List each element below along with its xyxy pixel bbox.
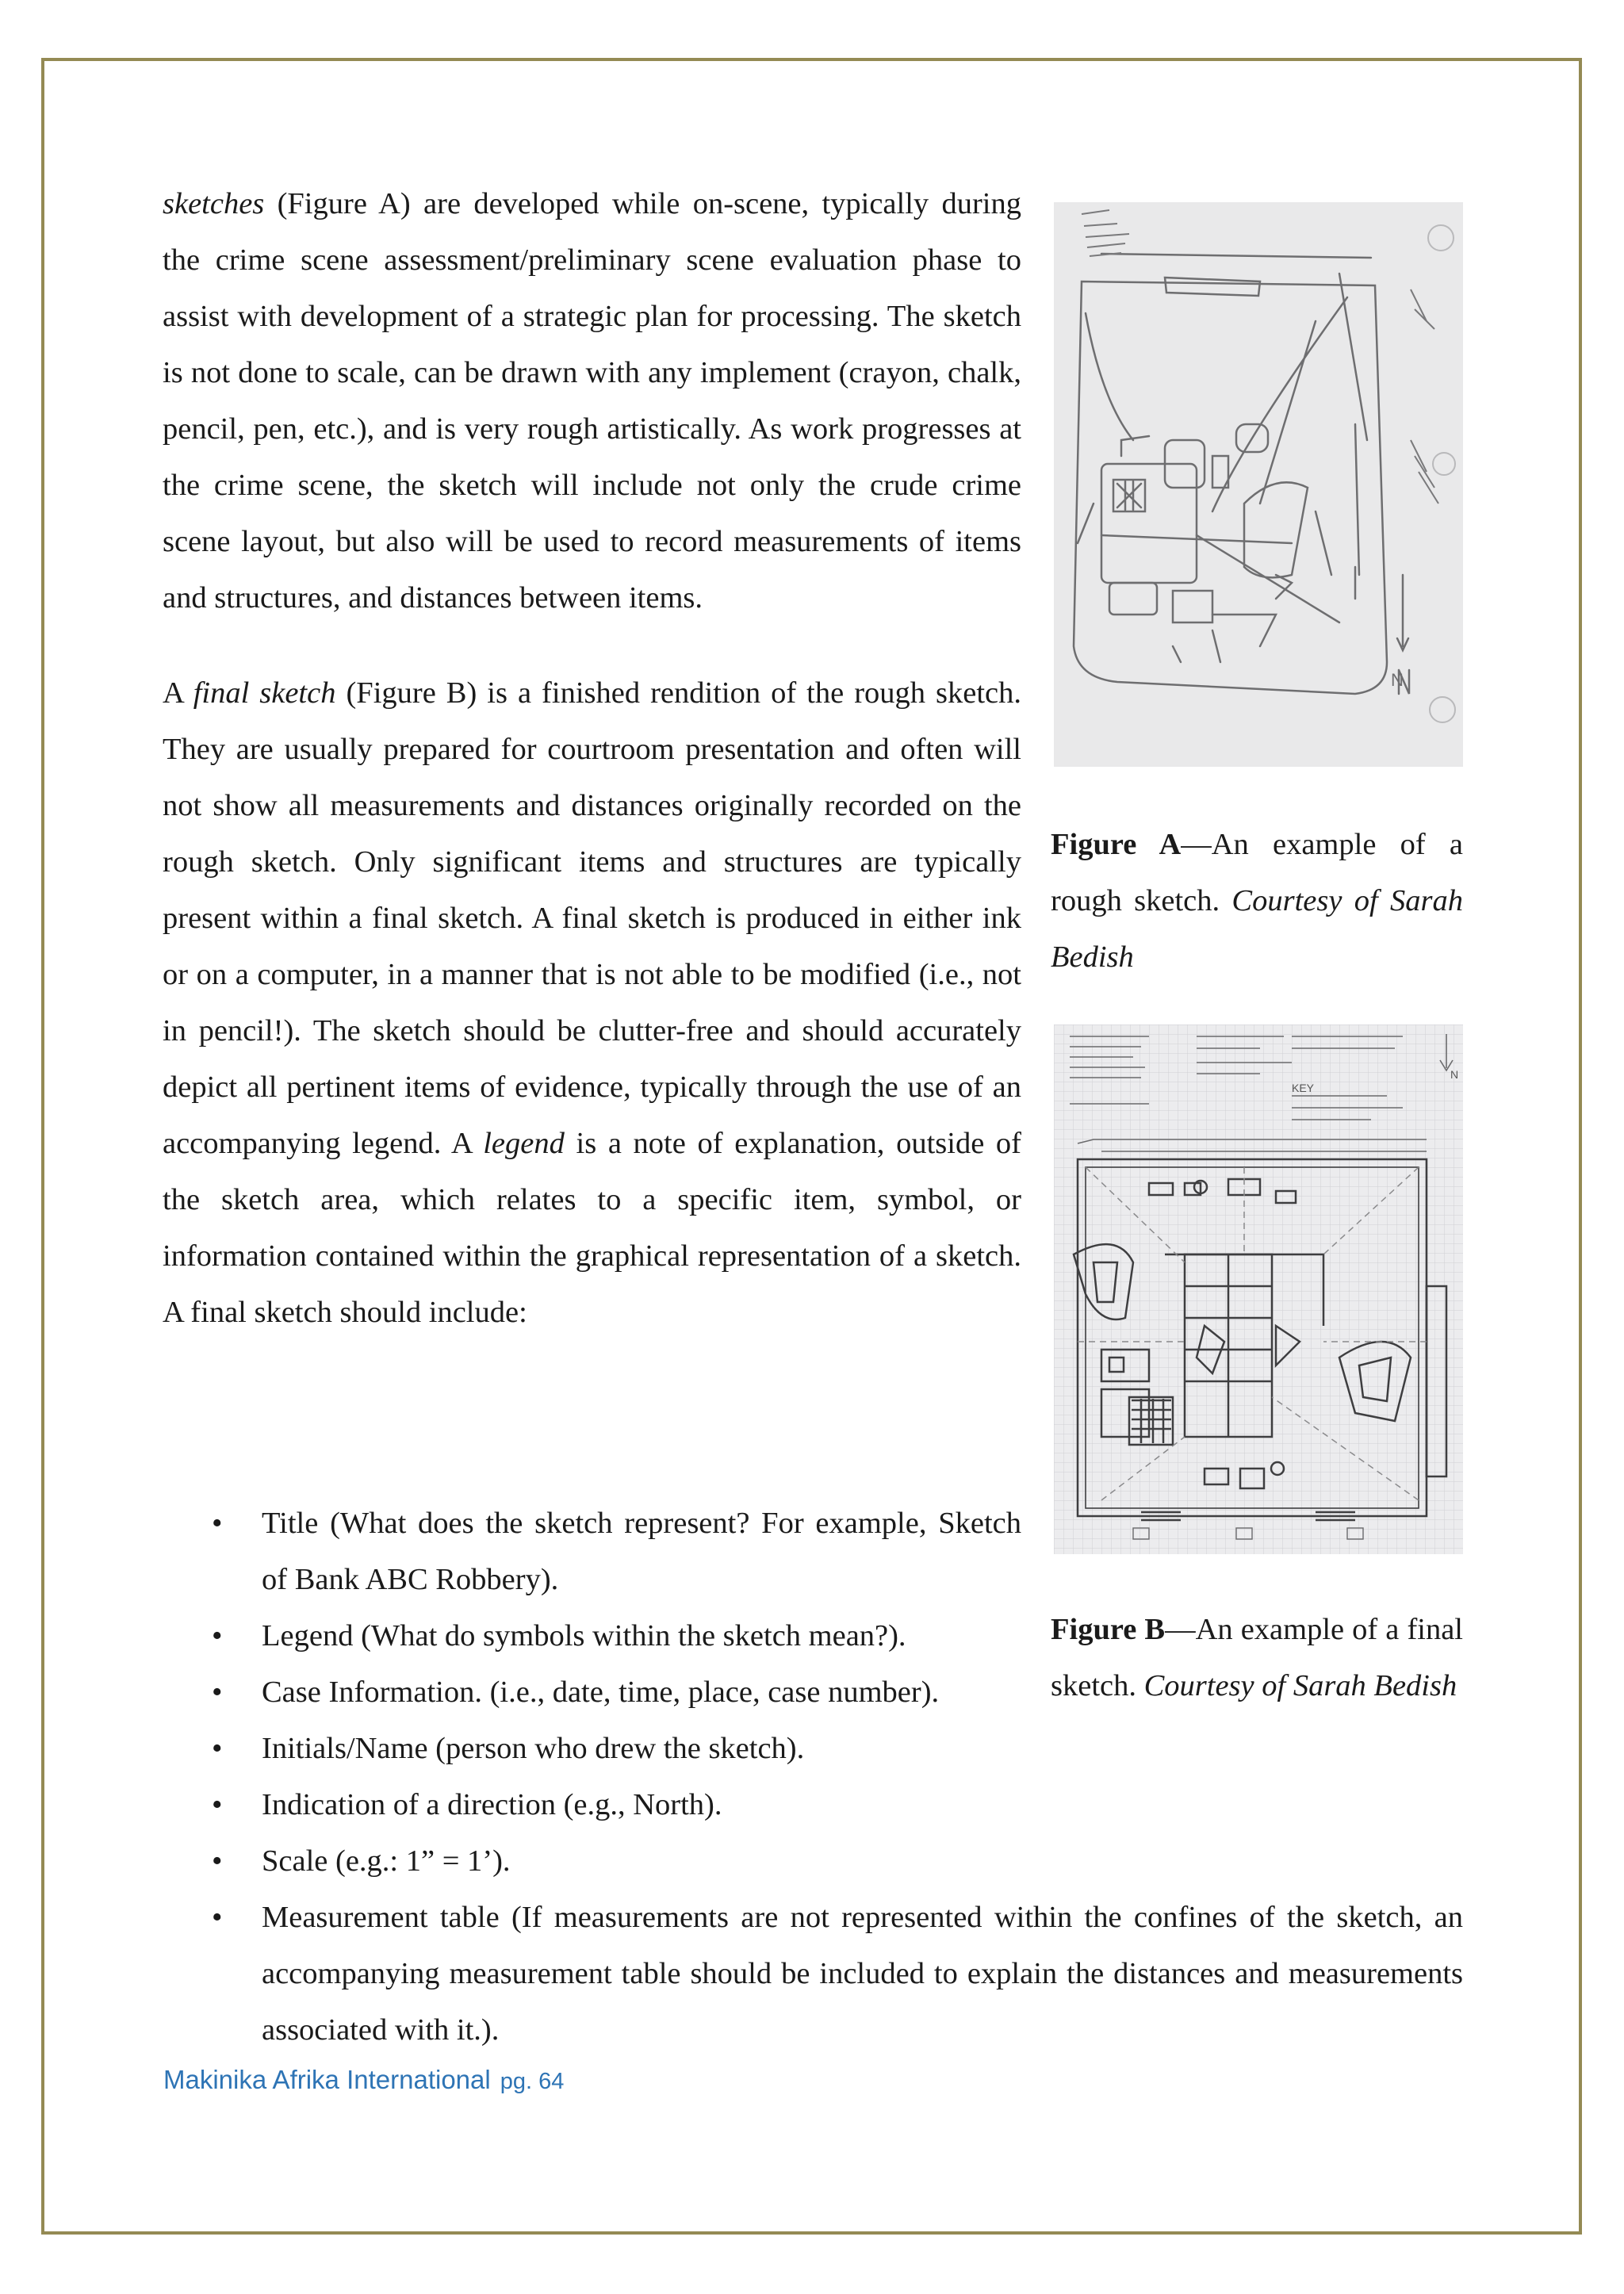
paragraph-rough-sketch [163, 176, 1021, 626]
paragraph-final-sketch-tail: is a note of explanation, outside of the sketch area, which relates to a specific item, symbol, or information contained within the graphical representation of a sketch. A final sketch should include: [163, 1127, 1021, 1329]
term-final-sketch: final sketch [193, 676, 336, 710]
term-legend: legend [483, 1127, 565, 1160]
bullet-dot: • [212, 1901, 223, 1934]
footer-org: Makinika Afrika International [163, 2065, 491, 2094]
list-item-text: Case Information. (i.e., date, time, place, case number). [262, 1676, 940, 1709]
figure-b-label: Figure B [1051, 1613, 1166, 1646]
rough-sketch-drawing [1054, 202, 1463, 767]
figure-b-caption-text: —An example of a final sketch. [1051, 1613, 1463, 1702]
figure-b-caption [1051, 1602, 1463, 1714]
rough-sketch-north-label: N [1391, 670, 1404, 690]
figure-a-caption [1051, 817, 1463, 986]
final-sketch-drawing [1054, 1024, 1463, 1554]
page-footer [163, 2065, 564, 2095]
term-sketches: sketches [163, 187, 265, 220]
list-item-text: Title (What does the sketch represent? For example, Sketch of Bank ABC Robbery). [262, 1507, 1021, 1596]
figure-a-credit: Courtesy of Sarah Bedish [1051, 884, 1463, 974]
paragraph-rough-sketch-text: (Figure A) are developed while on-scene, typically during the crime scene assessment/preliminary scene evaluation phase to assist with development of a strategic plan for processing. The sketch is not done to scale, can be drawn with any implement (crayon, chalk, pencil, pen, etc.), and is very rough artistically. As work progresses at the crime scene, the sketch will include not only the crude crime scene layout, but also will be used to record measurements of items and structures, and distances between items. [163, 187, 1021, 615]
list-item-text: Legend (What do symbols within the sketch mean?). [262, 1619, 906, 1653]
list-item-text: Scale (e.g.: 1” = 1’). [262, 1844, 511, 1878]
bullet-dot: • [212, 1788, 223, 1821]
final-sketch-north-label: N [1450, 1068, 1459, 1081]
figure-a-rough-sketch-image [1054, 202, 1463, 767]
list-item-text: Indication of a direction (e.g., North). [262, 1788, 722, 1821]
footer-page-number: pg. 64 [500, 2069, 565, 2094]
bullet-dot: • [212, 1844, 223, 1878]
list-item-text: Measurement table (If measurements are not represented within the confines of the sketch, an accompanying measurement table should be included to explain the distances and measurements associated with it.). [262, 1901, 1463, 2047]
list-item [163, 1664, 1021, 1721]
final-sketch-key-label: KEY [1292, 1082, 1315, 1094]
main-text-column [163, 176, 1021, 1341]
final-sketch-requirements-list [163, 1496, 1463, 2058]
figure-b-credit: Courtesy of Sarah Bedish [1143, 1669, 1457, 1702]
figure-b-final-sketch-image [1054, 1024, 1463, 1554]
figure-a-caption-text: —An example of a rough sketch. [1051, 828, 1463, 917]
bullet-dot: • [212, 1676, 223, 1709]
paragraph-final-sketch [163, 665, 1021, 1341]
bullet-dot: • [212, 1732, 223, 1765]
list-item [163, 1833, 1021, 1890]
list-item-text: Initials/Name (person who drew the sketch). [262, 1732, 805, 1765]
bullet-dot: • [212, 1507, 223, 1540]
list-item [163, 1496, 1021, 1608]
list-item [163, 1608, 1021, 1664]
bullet-dot: • [212, 1619, 223, 1653]
list-item [163, 1777, 1021, 1833]
figure-a-label: Figure A [1051, 828, 1182, 861]
paragraph-final-sketch-text: (Figure B) is a finished rendition of the rough sketch. They are usually prepared for courtroom presentation and often will not show all measurements and distances originally recorded on the rough sketch. Only significant items and structures are typically present within a final sketch. A final sketch is produced in either ink or on a computer, in a manner that is not able to be modified (i.e., not in pencil!). The sketch should be clutter-free and should accurately depict all pertinent items of evidence, typically through the use of an accompanying legend. A [163, 676, 1021, 1160]
list-item [163, 1721, 1021, 1777]
list-item [163, 1890, 1463, 2058]
paragraph-final-sketch-lead: A [163, 676, 193, 710]
